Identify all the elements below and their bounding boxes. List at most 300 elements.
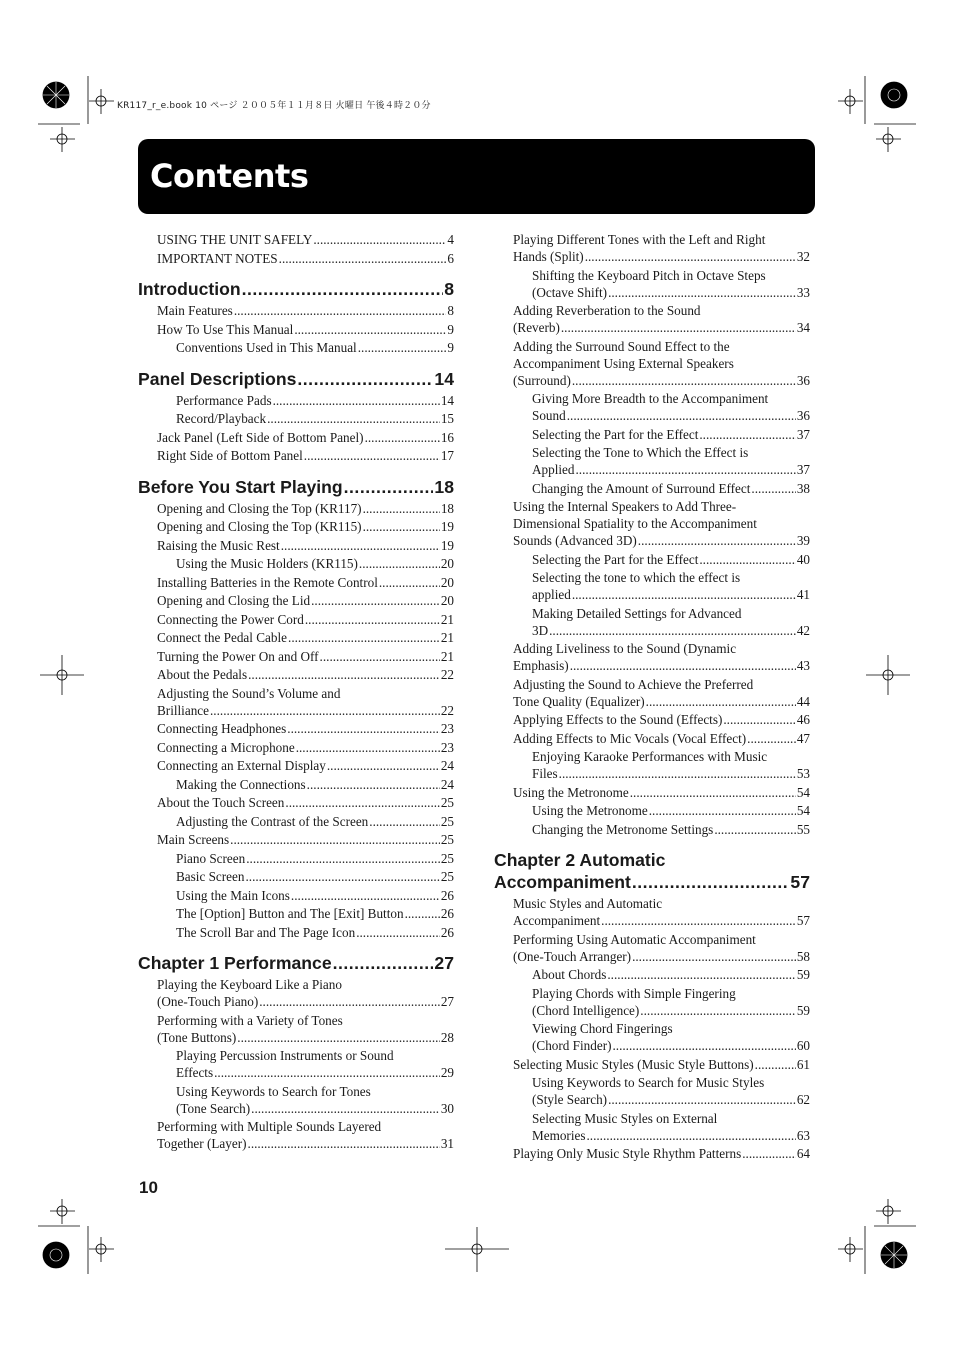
dot-leader bbox=[549, 622, 796, 639]
dot-leader bbox=[570, 657, 796, 674]
toc-entry-text: (Chord Finder) bbox=[532, 1038, 612, 1053]
toc-entry[interactable] bbox=[138, 868, 454, 885]
dot-leader bbox=[646, 693, 796, 710]
toc-entry-text: Record/Playback bbox=[176, 411, 267, 426]
toc-entry-text: Making Detailed Settings for Advanced bbox=[532, 605, 742, 621]
toc-entry-text: Hands (Split) bbox=[513, 249, 584, 264]
toc-entry[interactable] bbox=[138, 905, 454, 922]
toc-entry-text: Accompaniment Using External Speakers bbox=[513, 355, 734, 371]
toc-entry[interactable] bbox=[138, 1012, 454, 1046]
dot-leader bbox=[304, 447, 440, 464]
toc-page-number: 21 bbox=[440, 630, 454, 645]
toc-page-number: 27 bbox=[440, 994, 454, 1009]
toc-page-number: 62 bbox=[796, 1092, 810, 1107]
toc-entry[interactable] bbox=[138, 976, 454, 1010]
dot-leader bbox=[723, 711, 795, 728]
toc-page-number: 19 bbox=[440, 537, 454, 553]
toc-page-number: 21 bbox=[440, 648, 454, 664]
toc-page-number: 26 bbox=[440, 924, 454, 940]
toc-entry-text: Playing Different Tones with the Left and Right bbox=[513, 232, 766, 247]
toc-entry-text: Jack Panel (Left Side of Bottom Panel) bbox=[157, 429, 364, 445]
toc-entry[interactable] bbox=[138, 555, 454, 572]
toc-page-number: 23 bbox=[440, 721, 454, 736]
toc-page-number: 9 bbox=[447, 321, 454, 337]
toc-entry-text: Selecting the Tone to Which the Effect is bbox=[532, 445, 749, 460]
toc-page-number: 14 bbox=[440, 392, 454, 408]
toc-entry-text: The Scroll Bar and The Page Icon bbox=[176, 924, 356, 940]
toc-page-number: 61 bbox=[796, 1056, 810, 1072]
toc-entry-text: Shifting the Keyboard Pitch in Octave Steps bbox=[532, 267, 766, 283]
toc-entry-text: applied bbox=[532, 587, 571, 602]
page-number: 10 bbox=[139, 1178, 158, 1197]
toc-entry-text: (Octave Shift) bbox=[532, 284, 608, 300]
dot-leader bbox=[612, 1037, 795, 1054]
toc-entry-text: About the Pedals bbox=[157, 667, 248, 682]
toc-entry[interactable] bbox=[138, 339, 454, 356]
toc-entry-text: Accompaniment bbox=[513, 913, 601, 928]
toc-entry-text: Selecting the Part for the Effect bbox=[532, 426, 699, 442]
toc-page-number: 39 bbox=[796, 533, 810, 548]
toc-page-number: 22 bbox=[440, 667, 454, 682]
toc-entry-text: Using the Metronome bbox=[532, 803, 648, 818]
toc-page-number: 24 bbox=[440, 776, 454, 792]
dot-leader bbox=[640, 1002, 796, 1019]
toc-page-number: 25 bbox=[440, 813, 454, 829]
toc-page-number: 26 bbox=[440, 906, 454, 921]
dot-leader bbox=[281, 537, 440, 554]
toc-entry-text: Connecting Headphones bbox=[157, 721, 287, 736]
toc-page-number: 25 bbox=[440, 832, 454, 847]
toc-entry-text: (Reverb) bbox=[513, 320, 560, 335]
toc-entry-text: Using Keywords to Search for Tones bbox=[176, 1083, 371, 1099]
dot-leader bbox=[311, 592, 440, 609]
toc-page-number: 28 bbox=[440, 1029, 454, 1045]
toc-section-heading[interactable] bbox=[138, 368, 454, 390]
toc-section-heading[interactable] bbox=[138, 476, 454, 498]
toc-page-number: 20 bbox=[440, 574, 454, 590]
toc-entry-text: Using the Internal Speakers to Add Three- bbox=[513, 499, 737, 514]
toc-entry-text: Selecting the tone to which the effect is bbox=[532, 570, 741, 585]
toc-entry-text: Performing with a Variety of Tones bbox=[157, 1012, 343, 1028]
toc-page-number: 38 bbox=[796, 480, 810, 496]
dot-leader bbox=[242, 278, 444, 300]
toc-page-number: 54 bbox=[796, 803, 810, 818]
dot-leader bbox=[234, 302, 447, 319]
toc-page-number: 58 bbox=[796, 948, 810, 964]
toc-page-number: 27 bbox=[434, 953, 454, 973]
dot-leader bbox=[344, 476, 434, 498]
toc-entry-text: Adjusting the Sound to Achieve the Preferred bbox=[513, 676, 754, 692]
toc-page-number: 6 bbox=[447, 250, 454, 266]
toc-entry-text: Turning the Power On and Off bbox=[157, 648, 319, 664]
dot-leader bbox=[285, 794, 439, 811]
toc-entry[interactable] bbox=[494, 605, 810, 639]
toc-entry-text: Connecting an External Display bbox=[157, 758, 326, 773]
toc-entry-text: Effects bbox=[176, 1065, 214, 1080]
toc-right-column bbox=[494, 231, 810, 1164]
toc-entry-text: Together (Layer) bbox=[157, 1136, 247, 1151]
toc-left-column bbox=[138, 231, 454, 1154]
toc-page-number: 19 bbox=[440, 519, 454, 534]
toc-entry[interactable] bbox=[138, 739, 454, 756]
toc-entry-text: Adjusting the Contrast of the Screen bbox=[176, 813, 369, 829]
toc-entry[interactable] bbox=[138, 794, 454, 811]
toc-entry-text: USING THE UNIT SAFELY bbox=[157, 232, 313, 247]
dot-leader bbox=[714, 821, 796, 838]
toc-page-number: 47 bbox=[796, 730, 810, 746]
print-header-note: KR117_r_e.book 10 ページ ２００５年１１月８日 火曜日 午後４時２０分 bbox=[117, 101, 431, 111]
dot-leader bbox=[751, 480, 795, 497]
toc-entry[interactable] bbox=[494, 895, 810, 929]
toc-page-number: 25 bbox=[440, 869, 454, 884]
toc-entry-text: Changing the Metronome Settings bbox=[532, 821, 714, 837]
toc-entry-text: Playing the Keyboard Like a Piano bbox=[157, 977, 342, 992]
toc-entry[interactable] bbox=[138, 648, 454, 665]
toc-entry[interactable] bbox=[494, 931, 810, 965]
toc-entry[interactable] bbox=[138, 757, 454, 774]
dot-leader bbox=[279, 250, 447, 267]
toc-entry-text: Basic Screen bbox=[176, 869, 245, 884]
toc-entry-text: Adjusting the Sound’s Volume and bbox=[157, 685, 341, 701]
toc-entry-text: Connecting the Power Cord bbox=[157, 611, 304, 627]
toc-page-number: 31 bbox=[440, 1136, 454, 1151]
toc-page-number: 22 bbox=[440, 702, 454, 718]
dot-leader bbox=[313, 231, 446, 248]
toc-section-heading[interactable] bbox=[494, 849, 810, 893]
toc-page-number: 59 bbox=[796, 967, 810, 982]
dot-leader bbox=[294, 321, 446, 338]
toc-entry[interactable] bbox=[138, 887, 454, 904]
toc-page-number: 36 bbox=[796, 372, 810, 388]
toc-page-number: 59 bbox=[796, 1002, 810, 1018]
toc-entry[interactable] bbox=[494, 480, 810, 497]
toc-entry[interactable] bbox=[494, 444, 810, 478]
toc-page-number: 8 bbox=[444, 279, 454, 299]
toc-entry-text: Raising the Music Rest bbox=[157, 537, 280, 553]
dot-leader bbox=[210, 702, 440, 719]
toc-page-number: 37 bbox=[796, 426, 810, 442]
toc-entry-text: Performing with Multiple Sounds Layered bbox=[157, 1119, 382, 1134]
toc-entry[interactable] bbox=[494, 1145, 810, 1162]
dot-leader bbox=[358, 339, 447, 356]
dot-leader bbox=[291, 887, 440, 904]
toc-page-number: 57 bbox=[790, 872, 810, 892]
toc-entry[interactable] bbox=[494, 551, 810, 568]
toc-page-number: 34 bbox=[796, 320, 810, 335]
dot-leader bbox=[230, 831, 440, 848]
toc-entry[interactable] bbox=[138, 537, 454, 554]
dot-leader bbox=[567, 407, 796, 424]
toc-entry-text: 3D bbox=[532, 622, 549, 638]
toc-entry[interactable] bbox=[494, 231, 810, 265]
toc-entry-text: Brilliance bbox=[157, 702, 209, 718]
toc-entry[interactable] bbox=[138, 776, 454, 793]
toc-entry[interactable] bbox=[138, 720, 454, 737]
toc-entry[interactable] bbox=[494, 640, 810, 674]
toc-entry[interactable] bbox=[494, 338, 810, 389]
toc-entry-text: Memories bbox=[532, 1127, 586, 1143]
toc-entry[interactable] bbox=[138, 850, 454, 867]
toc-entry[interactable] bbox=[494, 711, 810, 728]
toc-page-number: 20 bbox=[440, 593, 454, 608]
dot-leader bbox=[379, 574, 440, 591]
dot-leader bbox=[638, 532, 796, 549]
toc-entry-text: Selecting Music Styles on External bbox=[532, 1110, 718, 1126]
toc-entry-text: Opening and Closing the Lid bbox=[157, 593, 311, 608]
toc-section-heading[interactable] bbox=[138, 278, 454, 300]
toc-entry-text: Adding Effects to Mic Vocals (Vocal Effect) bbox=[513, 730, 747, 746]
toc-entry-text: Adding Reverberation to the Sound bbox=[513, 303, 701, 318]
toc-entry-text: (Chord Intelligence) bbox=[532, 1002, 640, 1018]
toc-entry[interactable] bbox=[138, 592, 454, 609]
toc-entry[interactable] bbox=[138, 574, 454, 591]
toc-entry-text: Right Side of Bottom Panel bbox=[157, 448, 303, 463]
toc-page-number: 41 bbox=[796, 587, 810, 602]
toc-entry[interactable] bbox=[138, 611, 454, 628]
toc-entry-text: (Tone Buttons) bbox=[157, 1029, 237, 1045]
toc-entry[interactable] bbox=[138, 813, 454, 830]
dot-leader bbox=[699, 426, 795, 443]
dot-leader bbox=[405, 905, 440, 922]
toc-entry[interactable] bbox=[138, 685, 454, 719]
toc-entry-text: Selecting Music Styles (Music Style Buttons) bbox=[513, 1056, 754, 1072]
dot-leader bbox=[259, 993, 440, 1010]
toc-entry[interactable] bbox=[494, 821, 810, 838]
toc-entry-text: Conventions Used in This Manual bbox=[176, 340, 357, 355]
dot-leader bbox=[559, 765, 796, 782]
toc-entry[interactable] bbox=[494, 390, 810, 424]
toc-entry-text: Tone Quality (Equalizer) bbox=[513, 693, 645, 709]
toc-page-number: 43 bbox=[796, 658, 810, 673]
dot-leader bbox=[246, 850, 440, 867]
dot-leader bbox=[576, 461, 796, 478]
toc-entry-text: Sound bbox=[532, 408, 566, 423]
toc-entry[interactable] bbox=[138, 302, 454, 319]
toc-entry-text: Performing Using Automatic Accompaniment bbox=[513, 931, 756, 947]
toc-page-number: 40 bbox=[796, 551, 810, 567]
toc-page-number: 64 bbox=[796, 1146, 810, 1161]
toc-entry[interactable] bbox=[138, 321, 454, 338]
toc-entry[interactable] bbox=[494, 676, 810, 710]
toc-page-number: 24 bbox=[440, 758, 454, 773]
toc-entry-text: Using Keywords to Search for Music Styles bbox=[532, 1075, 765, 1090]
dot-leader bbox=[363, 500, 440, 517]
toc-entry-text: Main Features bbox=[157, 303, 233, 318]
toc-page-number: 33 bbox=[796, 284, 810, 300]
dot-leader bbox=[572, 586, 796, 603]
toc-entry-text: Giving More Breadth to the Accompaniment bbox=[532, 391, 769, 406]
toc-page-number: 18 bbox=[440, 500, 454, 516]
toc-entry-text: Opening and Closing the Top (KR115) bbox=[157, 519, 362, 534]
toc-entry-text: Applied bbox=[532, 462, 575, 477]
dot-leader bbox=[561, 319, 796, 336]
toc-entry-text: Connect the Pedal Cable bbox=[157, 630, 288, 645]
toc-page-number: 20 bbox=[440, 556, 454, 571]
toc-entry-text: Piano Screen bbox=[176, 850, 246, 866]
toc-entry-text: (One-Touch Piano) bbox=[157, 994, 259, 1009]
toc-entry-text: Changing the Amount of Surround Effect bbox=[532, 480, 751, 496]
toc-entry-text: (One-Touch Arranger) bbox=[513, 948, 632, 964]
toc-entry[interactable] bbox=[494, 985, 810, 1019]
toc-page-number: 9 bbox=[447, 340, 454, 355]
toc-page-number: 30 bbox=[440, 1100, 454, 1116]
toc-page-number: 25 bbox=[440, 795, 454, 810]
dot-leader bbox=[365, 429, 440, 446]
toc-section-heading[interactable] bbox=[138, 952, 454, 974]
dot-leader bbox=[273, 392, 440, 409]
toc-page-number: 26 bbox=[440, 887, 454, 903]
dot-leader bbox=[632, 871, 790, 893]
toc-entry[interactable] bbox=[494, 802, 810, 819]
dot-leader bbox=[699, 551, 795, 568]
toc-entry[interactable] bbox=[138, 392, 454, 409]
toc-entry[interactable] bbox=[138, 500, 454, 517]
toc-entry-text: Enjoying Karaoke Performances with Music bbox=[532, 749, 768, 764]
toc-entry[interactable] bbox=[138, 831, 454, 848]
toc-entry[interactable] bbox=[138, 666, 454, 683]
toc-entry-text: About the Touch Screen bbox=[157, 795, 285, 810]
toc-page-number: 54 bbox=[796, 784, 810, 800]
dot-leader bbox=[267, 410, 440, 427]
toc-page-number: 53 bbox=[796, 766, 810, 781]
dot-leader bbox=[363, 518, 440, 535]
dot-leader bbox=[356, 924, 440, 941]
toc-page-number: 44 bbox=[796, 693, 810, 709]
toc-entry-text: Using the Metronome bbox=[513, 784, 629, 800]
toc-entry-text: Before You Start Playing bbox=[138, 476, 343, 497]
toc-entry[interactable] bbox=[138, 429, 454, 446]
toc-entry-text: Connecting a Microphone bbox=[157, 739, 295, 755]
toc-entry-text: Chapter 2 Automatic bbox=[494, 850, 666, 870]
toc-page-number: 36 bbox=[796, 408, 810, 423]
toc-page-number: 23 bbox=[440, 739, 454, 755]
toc-entry-text: (Tone Search) bbox=[176, 1100, 251, 1116]
dot-leader bbox=[586, 1127, 795, 1144]
dot-leader bbox=[248, 1135, 440, 1152]
toc-entry-text: Adding Liveliness to the Sound (Dynamic bbox=[513, 641, 737, 656]
toc-page-number: 46 bbox=[796, 712, 810, 727]
toc-entry-text: How To Use This Manual bbox=[157, 321, 294, 337]
dot-leader bbox=[287, 720, 440, 737]
toc-entry[interactable] bbox=[138, 231, 454, 248]
toc-entry-text: Chapter 1 Performance bbox=[138, 953, 332, 973]
toc-entry-text: Files bbox=[532, 766, 558, 781]
dot-leader bbox=[608, 284, 796, 301]
toc-page-number: 17 bbox=[440, 448, 454, 463]
toc-page-number: 4 bbox=[447, 232, 454, 247]
dot-leader bbox=[572, 372, 796, 389]
dot-leader bbox=[307, 776, 440, 793]
toc-entry[interactable] bbox=[494, 302, 810, 336]
toc-entry[interactable] bbox=[138, 447, 454, 464]
toc-entry-text: (Surround) bbox=[513, 372, 571, 388]
toc-entry-text: Viewing Chord Fingerings bbox=[532, 1021, 673, 1036]
toc-entry-text: (Style Search) bbox=[532, 1092, 608, 1107]
toc-page-number: 18 bbox=[434, 476, 454, 497]
dot-leader bbox=[601, 912, 796, 929]
toc-page-number: 15 bbox=[440, 411, 454, 426]
toc-entry-text: Emphasis) bbox=[513, 658, 569, 673]
toc-page-number: 16 bbox=[440, 429, 454, 445]
toc-entry[interactable] bbox=[494, 1074, 810, 1108]
toc-entry[interactable] bbox=[138, 924, 454, 941]
toc-entry-text: Playing Percussion Instruments or Sound bbox=[176, 1048, 394, 1063]
toc-entry-text: Dimensional Spatiality to the Accompaniment bbox=[513, 516, 757, 531]
toc-entry-text: Selecting the Part for the Effect bbox=[532, 551, 699, 567]
toc-entry-text: Opening and Closing the Top (KR117) bbox=[157, 500, 362, 516]
toc-entry[interactable] bbox=[494, 1020, 810, 1054]
toc-entry-text: Panel Descriptions bbox=[138, 368, 297, 389]
toc-entry[interactable] bbox=[494, 784, 810, 801]
toc-entry-text: Using the Main Icons bbox=[176, 887, 290, 903]
toc-page-number: 42 bbox=[796, 622, 810, 638]
dot-leader bbox=[608, 1091, 796, 1108]
toc-entry[interactable] bbox=[494, 730, 810, 747]
dot-leader bbox=[214, 1064, 440, 1081]
dot-leader bbox=[607, 966, 795, 983]
toc-entry[interactable] bbox=[494, 569, 810, 603]
dot-leader bbox=[305, 611, 440, 628]
dot-leader bbox=[288, 629, 440, 646]
dot-leader bbox=[755, 1056, 796, 1073]
toc-entry[interactable] bbox=[494, 1110, 810, 1144]
toc-entry-text: The [Option] Button and The [Exit] Button bbox=[176, 906, 404, 921]
toc-entry[interactable] bbox=[494, 966, 810, 983]
dot-leader bbox=[296, 739, 440, 756]
toc-page-number: 21 bbox=[440, 611, 454, 627]
dot-leader bbox=[320, 648, 440, 665]
dot-leader bbox=[237, 1029, 440, 1046]
toc-entry[interactable] bbox=[138, 410, 454, 427]
toc-page-number: 25 bbox=[440, 850, 454, 866]
toc-entry[interactable] bbox=[138, 250, 454, 267]
toc-entry[interactable] bbox=[494, 267, 810, 301]
toc-entry[interactable] bbox=[138, 629, 454, 646]
toc-entry[interactable] bbox=[494, 426, 810, 443]
dot-leader bbox=[327, 757, 440, 774]
toc-entry-text: Introduction bbox=[138, 279, 241, 299]
toc-entry-text: Music Styles and Automatic bbox=[513, 896, 663, 911]
toc-page-number: 57 bbox=[796, 913, 810, 928]
toc-entry-text: Playing Only Music Style Rhythm Patterns bbox=[513, 1146, 742, 1161]
toc-page-number: 14 bbox=[434, 368, 454, 389]
toc-entry-text: Installing Batteries in the Remote Control bbox=[157, 574, 378, 590]
dot-leader bbox=[359, 555, 440, 572]
toc-entry[interactable] bbox=[494, 498, 810, 549]
toc-entry[interactable] bbox=[494, 748, 810, 782]
toc-page-number: 8 bbox=[447, 303, 454, 318]
toc-entry[interactable] bbox=[138, 1118, 454, 1152]
toc-entry-text: Adding the Surround Sound Effect to the bbox=[513, 338, 730, 354]
dot-leader bbox=[649, 802, 796, 819]
toc-entry[interactable] bbox=[138, 518, 454, 535]
toc-entry[interactable] bbox=[138, 1047, 454, 1081]
dot-leader bbox=[251, 1100, 440, 1117]
toc-entry[interactable] bbox=[494, 1056, 810, 1073]
dot-leader bbox=[585, 248, 796, 265]
toc-entry-text: Playing Chords with Simple Fingering bbox=[532, 985, 736, 1001]
title-bar bbox=[138, 139, 815, 214]
toc-entry-text: Accompaniment bbox=[494, 872, 631, 892]
toc-entry-text: Using the Music Holders (KR115) bbox=[176, 556, 358, 571]
dot-leader bbox=[369, 813, 440, 830]
toc-entry-text: About Chords bbox=[532, 967, 607, 982]
toc-page-number: 55 bbox=[796, 821, 810, 837]
toc-page-number: 32 bbox=[796, 249, 810, 264]
dot-leader bbox=[747, 730, 796, 747]
dot-leader bbox=[630, 784, 796, 801]
toc-entry[interactable] bbox=[138, 1083, 454, 1117]
